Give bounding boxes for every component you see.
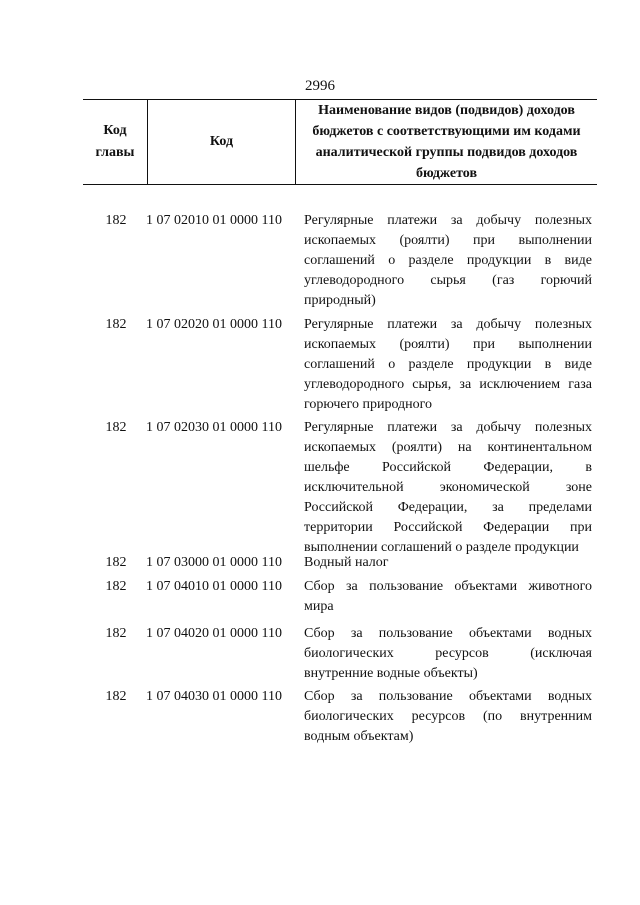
income-name-cell <box>304 624 592 684</box>
income-name-line: соглашений о разделе продукции в виде <box>304 253 592 268</box>
income-code-cell: 1 07 02010 01 0000 110 <box>146 213 282 228</box>
header-name-line: бюджетов <box>415 166 478 181</box>
income-name-cell <box>304 418 592 558</box>
income-code-cell: 1 07 04030 01 0000 110 <box>146 689 282 704</box>
chapter-code-cell: 182 <box>105 626 127 641</box>
chapter-code-cell: 182 <box>105 317 127 332</box>
income-name-cell <box>304 577 592 617</box>
income-name-line: территории Российской Федерации при <box>304 520 592 535</box>
income-code-cell: 1 07 02020 01 0000 110 <box>146 317 282 332</box>
income-name-line: выполнении соглашений о разделе продукции <box>304 540 579 555</box>
income-name-line: биологических ресурсов (по внутренним <box>304 709 592 724</box>
chapter-code-cell: 182 <box>105 555 127 570</box>
income-name-line: углеводородного сырья (газ горючий <box>304 273 592 288</box>
income-name-line: Сбор за пользование объектами водных <box>304 689 592 704</box>
income-name-line: углеводородного сырья, за исключением газа <box>304 377 592 392</box>
income-name-line: Сбор за пользование объектами водных <box>304 626 592 641</box>
chapter-code-cell: 182 <box>105 213 127 228</box>
header-chapter-code <box>83 100 148 184</box>
income-name-line: Водный налог <box>304 555 389 570</box>
income-name-line: внутренние водные объекты) <box>304 666 478 681</box>
income-name-line: Регулярные платежи за добычу полезных <box>304 420 592 435</box>
header-name-line: аналитической группы подвидов доходов <box>315 145 578 160</box>
header-name <box>296 100 597 184</box>
income-name-line: горючего природного <box>304 397 433 412</box>
income-name-line: ископаемых (роялти) при выполнении <box>304 337 592 352</box>
income-name-line: ископаемых (роялти) при выполнении <box>304 233 592 248</box>
table-header <box>83 99 597 185</box>
income-code-cell: 1 07 02030 01 0000 110 <box>146 420 282 435</box>
income-code-cell: 1 07 03000 01 0000 110 <box>146 555 282 570</box>
header-chapter-code-line: Код <box>103 123 127 138</box>
income-name-cell <box>304 211 592 311</box>
page-number: 2996 <box>305 78 335 94</box>
header-code-label: Код <box>209 134 234 149</box>
chapter-code-cell: 182 <box>105 579 127 594</box>
income-name-line: природный) <box>304 293 376 308</box>
income-name-cell <box>304 687 592 747</box>
income-name-line: Сбор за пользование объектами животного <box>304 579 592 594</box>
income-name-cell <box>304 315 592 415</box>
income-name-line: исключительной экономической зоне <box>304 480 592 495</box>
income-name-line: Регулярные платежи за добычу полезных <box>304 213 592 228</box>
income-name-line: соглашений о разделе продукции в виде <box>304 357 592 372</box>
income-name-line: шельфе Российской Федерации, в <box>304 460 592 475</box>
header-name-line: Наименование видов (подвидов) доходов <box>318 103 575 118</box>
chapter-code-cell: 182 <box>105 420 127 435</box>
income-name-line: водным объектам) <box>304 729 414 744</box>
header-chapter-code-line: главы <box>95 145 135 160</box>
income-name-line: мира <box>304 599 334 614</box>
income-name-line: Регулярные платежи за добычу полезных <box>304 317 592 332</box>
chapter-code-cell: 182 <box>105 689 127 704</box>
income-code-cell: 1 07 04010 01 0000 110 <box>146 579 282 594</box>
income-name-line: биологических ресурсов (исключая <box>304 646 592 661</box>
income-name-cell <box>304 553 592 573</box>
income-code-cell: 1 07 04020 01 0000 110 <box>146 626 282 641</box>
header-name-line: бюджетов с соответствующими им кодами <box>312 124 581 139</box>
header-code <box>148 100 296 184</box>
income-name-line: ископаемых (роялти) на континентальном <box>304 440 592 455</box>
income-name-line: Российской Федерации, за пределами <box>304 500 592 515</box>
